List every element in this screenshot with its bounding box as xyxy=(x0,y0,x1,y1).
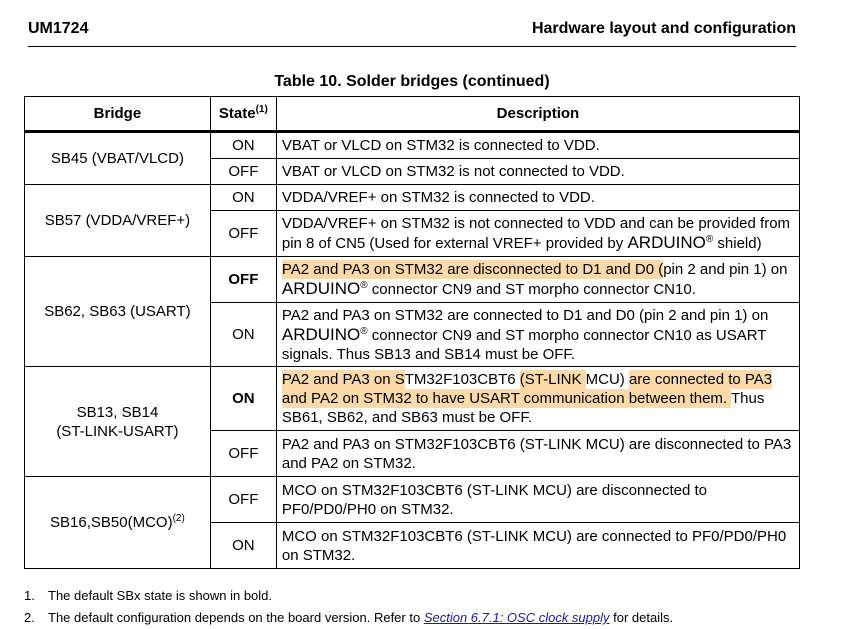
state-header-label: State xyxy=(218,105,256,122)
footnote-2 xyxy=(24,607,673,629)
table-row xyxy=(25,132,800,159)
bridge-cell-sb13-sb14 xyxy=(25,367,211,477)
description-text: connector CN9 and ST morpho connector CN10. xyxy=(367,281,696,298)
footnote-text: The default SBx state is shown in bold. xyxy=(48,588,273,603)
solder-bridges-table xyxy=(24,96,800,569)
footnote-1 xyxy=(24,585,673,607)
state-cell: OFF xyxy=(210,159,276,185)
highlighted-text: PA2 and PA3 on S xyxy=(281,371,405,388)
description-cell xyxy=(276,303,799,367)
state-cell-default: OFF xyxy=(210,257,276,303)
state-cell: OFF xyxy=(210,211,276,257)
arduino-brand: ARDUINO xyxy=(281,324,361,344)
column-header-state xyxy=(210,97,276,132)
description-text: shield) xyxy=(713,235,762,252)
description-cell: VBAT or VLCD on STM32 is connected to VDD. xyxy=(276,132,799,159)
section-link[interactable]: Section 6.7.1: OSC clock supply xyxy=(423,610,610,625)
bridge-cell-sb62-sb63: SB62, SB63 (USART) xyxy=(25,257,211,367)
description-cell: VBAT or VLCD on STM32 is not connected to VDD. xyxy=(276,159,799,185)
description-text: Thus SB61, SB62, and SB63 must be OFF. xyxy=(281,390,765,426)
footnote-ref-2: (2) xyxy=(172,513,185,524)
table-row xyxy=(25,185,800,211)
bridge-label-line1: SB13, SB14 xyxy=(76,403,159,421)
bridge-cell-sb16-sb50 xyxy=(25,477,211,569)
description-cell xyxy=(276,367,799,431)
description-text: connector CN9 and ST morpho connector CN10 as USART signals. Thus SB13 and SB14 must be OFF. xyxy=(281,326,767,363)
registered-mark: ® xyxy=(360,325,368,337)
table-row xyxy=(25,257,800,303)
table-title: Table 10. Solder bridges (continued) xyxy=(274,73,550,90)
bridge-label-line2: (ST-LINK-USART) xyxy=(56,422,179,440)
description-text: PA2 and PA3 on STM32 are connected to D1 and D0 (pin 2 and pin 1) on xyxy=(281,306,769,324)
description-text: VDDA/VREF+ on STM32 is not connected to VDD and can be provided from pin 8 of CN5 (Used for external VREF+ provided by xyxy=(281,215,791,252)
highlighted-text: (ST-LINK xyxy=(519,371,586,388)
column-header-description: Description xyxy=(276,97,799,132)
footnote-number: 1. xyxy=(24,588,35,603)
highlighted-text: PA2 and PA3 on STM32 are disconnected to D1 and D0 ( xyxy=(281,261,664,278)
table-row xyxy=(25,477,800,523)
section-title: Hardware layout and configuration xyxy=(531,20,796,37)
state-cell: ON xyxy=(210,303,276,367)
state-cell: ON xyxy=(210,523,276,569)
state-cell-default: ON xyxy=(210,367,276,431)
column-header-bridge: Bridge xyxy=(25,97,211,132)
footnote-number: 2. xyxy=(24,610,35,625)
arduino-brand: ARDUINO xyxy=(281,279,361,298)
table-header-row xyxy=(25,97,800,132)
state-cell: ON xyxy=(210,185,276,211)
registered-mark: ® xyxy=(705,234,714,245)
state-cell: ON xyxy=(210,132,276,159)
description-text: TM32F103CBT6 xyxy=(404,371,520,388)
footnote-text: for details. xyxy=(609,610,674,625)
document-id: UM1724 xyxy=(28,20,89,37)
header-rule xyxy=(28,46,796,47)
footnotes xyxy=(24,585,673,629)
description-text: pin 2 and pin 1) on xyxy=(663,261,788,278)
footnote-text: The default configuration depends on the board version. Refer to xyxy=(48,610,424,625)
state-cell: OFF xyxy=(210,431,276,477)
bridge-label: SB16,SB50(MCO) xyxy=(50,514,173,531)
description-cell xyxy=(276,257,799,303)
description-cell: MCO on STM32F103CBT6 (ST-LINK MCU) are connected to PF0/PD0/PH0 on STM32. xyxy=(276,523,799,569)
footnote-ref-1: (1) xyxy=(255,104,268,115)
bridge-cell-sb57: SB57 (VDDA/VREF+) xyxy=(25,185,211,257)
arduino-brand: ARDUINO xyxy=(627,233,706,252)
registered-mark: ® xyxy=(360,280,368,291)
description-text: MCU) xyxy=(585,371,629,388)
state-cell: OFF xyxy=(210,477,276,523)
description-cell: MCO on STM32F103CBT6 (ST-LINK MCU) are disconnected to PF0/PD0/PH0 on STM32. xyxy=(276,477,799,523)
description-cell: PA2 and PA3 on STM32F103CBT6 (ST-LINK MCU) are disconnected to PA3 and PA2 on STM32. xyxy=(276,431,799,477)
description-cell xyxy=(276,211,799,257)
bridge-cell-sb45: SB45 (VBAT/VLCD) xyxy=(25,132,211,185)
description-cell: VDDA/VREF+ on STM32 is connected to VDD. xyxy=(276,185,799,211)
table-row xyxy=(25,367,800,431)
highlighted-text: are connected to PA3 and PA2 on STM32 to have USART communication between them. xyxy=(281,371,773,407)
